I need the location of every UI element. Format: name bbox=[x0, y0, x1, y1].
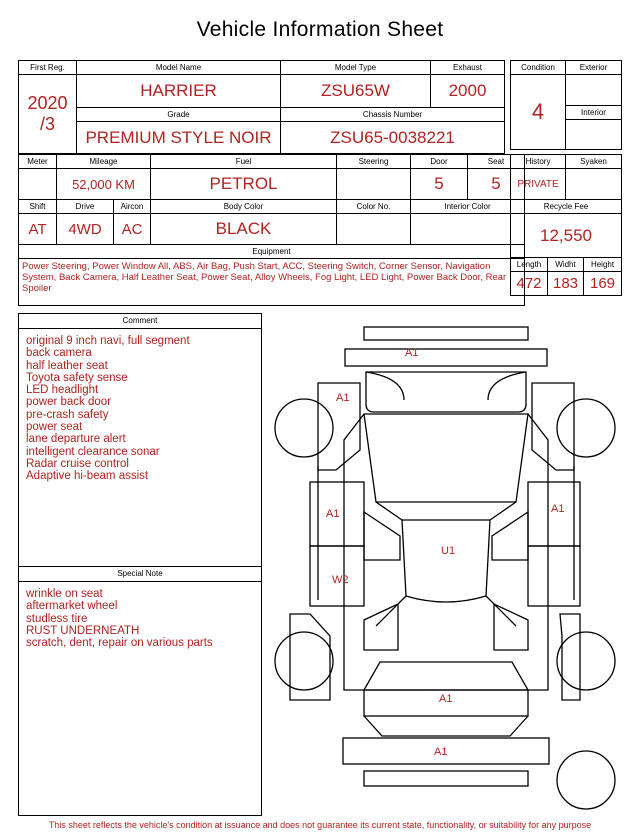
shift: AT bbox=[19, 214, 57, 245]
door-count: 5 bbox=[411, 169, 468, 200]
special-note-list bbox=[19, 582, 261, 649]
syaken-value bbox=[566, 169, 622, 200]
comment-line: original 9 inch navi, full segment bbox=[26, 335, 190, 347]
history-table bbox=[510, 154, 622, 296]
side-window-rear-left bbox=[364, 604, 398, 650]
front-left-wheel bbox=[275, 399, 333, 457]
front-panel bbox=[345, 349, 547, 366]
rear-fender-right bbox=[560, 614, 580, 700]
comment-line: LED headlight bbox=[26, 384, 99, 397]
width-label: Widht bbox=[548, 258, 584, 272]
rear-fender-left bbox=[290, 614, 330, 700]
grade-label: Grade bbox=[77, 107, 281, 122]
comment-line: lane departure alert bbox=[26, 433, 126, 446]
color-no-label: Color No. bbox=[337, 200, 411, 214]
body-color: BLACK bbox=[151, 214, 337, 245]
side-window-front-right bbox=[492, 512, 528, 560]
comment-list bbox=[19, 329, 261, 483]
damage-mark-rear-bumper: A1 bbox=[434, 746, 448, 758]
equipment-list: Power Steering, Power Window All, ABS, Air Bag, Push Start, ACC, Steering Switch, Corner Sensor, Navigation System, Back Camera, Half Leather Seat, Power Seat, Alloy Wheels, Fog Light, LED Light, Power Back Door, Rear Spoiler bbox=[19, 259, 525, 306]
registration-table bbox=[18, 60, 505, 154]
history-value: PRIVATE bbox=[511, 169, 566, 200]
shift-label: Shift bbox=[19, 200, 57, 214]
page-title: Vehicle Information Sheet bbox=[196, 18, 444, 41]
rear-window bbox=[364, 662, 528, 690]
mileage: 52,000 KM bbox=[57, 169, 151, 200]
rear-door-right bbox=[528, 546, 580, 606]
side-window-rear-right bbox=[494, 604, 528, 650]
grade: PREMIUM STYLE NOIR bbox=[77, 122, 281, 154]
condition-grade: 4 bbox=[511, 75, 566, 150]
equipment-label: Equipment bbox=[19, 245, 525, 259]
first-reg-label: First Reg. bbox=[19, 61, 77, 75]
comment-line: Radar cruise control bbox=[26, 457, 129, 470]
hood bbox=[366, 372, 526, 412]
front-bumper bbox=[364, 327, 528, 340]
side-sills bbox=[318, 466, 574, 600]
roof bbox=[402, 520, 490, 602]
comment-line: back camera bbox=[26, 347, 92, 360]
model-name-label: Model Name bbox=[77, 61, 281, 75]
meter-value bbox=[19, 169, 57, 200]
drive: 4WD bbox=[57, 214, 114, 245]
special-note-line: aftermarket wheel bbox=[26, 600, 118, 613]
specs-table bbox=[18, 154, 525, 306]
damage-mark-rear-door-left: W2 bbox=[332, 574, 349, 586]
aircon-label: Aircon bbox=[114, 200, 151, 214]
special-note-line: studless tire bbox=[26, 612, 88, 625]
chassis-label: Chassis Number bbox=[281, 107, 505, 122]
condition-table bbox=[510, 60, 622, 150]
rear-step bbox=[364, 771, 528, 786]
special-note-line: scratch, dent, repair on various parts bbox=[26, 637, 213, 650]
width-value: 183 bbox=[548, 272, 584, 296]
rear-right-wheel bbox=[557, 632, 615, 690]
rear-left-wheel bbox=[275, 632, 333, 690]
steering-label: Steering bbox=[337, 155, 411, 169]
height-label: Height bbox=[584, 258, 622, 272]
interior-color-label: Interior Color bbox=[411, 200, 525, 214]
drive-label: Drive bbox=[57, 200, 114, 214]
special-note-label: Special Note bbox=[19, 567, 261, 582]
rear-panel bbox=[364, 716, 528, 736]
comment-line: half leather seat bbox=[26, 359, 108, 372]
damage-mark-tailgate: A1 bbox=[439, 693, 453, 705]
length-label: Length bbox=[511, 258, 548, 272]
height-value: 169 bbox=[584, 272, 622, 296]
color-no-value bbox=[337, 214, 411, 245]
exhaust: 2000 bbox=[431, 75, 505, 108]
disclaimer-footer: This sheet reflects the vehicle's condition at issuance and does not guarantee its current state, functionality, or suitability for any purpose bbox=[48, 820, 592, 830]
first-reg-month: /3 bbox=[39, 114, 55, 134]
fuel: PETROL bbox=[151, 169, 337, 200]
recycle-fee: 12,550 bbox=[511, 214, 622, 258]
chassis-number: ZSU65-0038221 bbox=[281, 122, 505, 154]
side-window-front-left bbox=[364, 512, 400, 560]
syaken-label: Syaken bbox=[566, 155, 622, 169]
special-note-box bbox=[18, 566, 262, 816]
first-reg-year: 2020 bbox=[27, 93, 68, 113]
door-label: Door bbox=[411, 155, 468, 169]
comment-line: Adaptive hi-beam assist bbox=[26, 470, 149, 483]
comment-line: power seat bbox=[26, 421, 83, 434]
windshield bbox=[364, 414, 528, 502]
spare-wheel bbox=[557, 751, 615, 809]
seat-count: 5 bbox=[468, 169, 525, 200]
first-reg-cell bbox=[19, 75, 77, 154]
interior-color-value bbox=[411, 214, 525, 245]
fuel-label: Fuel bbox=[151, 155, 337, 169]
special-note-line: wrinkle on seat bbox=[26, 588, 103, 600]
recycle-fee-label: Recycle Fee bbox=[511, 200, 622, 214]
steering-value bbox=[337, 169, 411, 200]
history-label: History bbox=[511, 155, 566, 169]
comment-box bbox=[18, 313, 262, 567]
aircon: AC bbox=[114, 214, 151, 245]
comment-line: intelligent clearance sonar bbox=[26, 445, 160, 458]
comment-line: Toyota safety sense bbox=[26, 371, 128, 384]
length-value: 472 bbox=[511, 272, 548, 296]
model-name: HARRIER bbox=[77, 75, 281, 108]
damage-mark-front-fender-left: A1 bbox=[336, 392, 350, 404]
interior-value bbox=[566, 120, 622, 150]
comment-label: Comment bbox=[19, 314, 261, 329]
model-type: ZSU65W bbox=[281, 75, 431, 108]
seat-label: Seat bbox=[468, 155, 525, 169]
headlight-right bbox=[488, 372, 526, 400]
interior-label: Interior bbox=[566, 106, 622, 120]
exhaust-label: Exhaust bbox=[431, 61, 505, 75]
comment-line: power back door bbox=[26, 396, 112, 409]
vehicle-diagram bbox=[268, 318, 626, 818]
model-type-label: Model Type bbox=[281, 61, 431, 75]
damage-mark-front-door-left: A1 bbox=[326, 508, 340, 520]
comment-line: pre-crash safety bbox=[26, 408, 109, 421]
exterior-label: Exterior bbox=[566, 61, 622, 75]
damage-mark-front-door-right: A1 bbox=[551, 503, 565, 515]
damage-mark-roof: U1 bbox=[441, 545, 456, 557]
meter-label: Meter bbox=[19, 155, 57, 169]
condition-label: Condition bbox=[511, 61, 566, 75]
special-note-line: RUST UNDERNEATH bbox=[26, 624, 140, 637]
exterior-value bbox=[566, 75, 622, 106]
damage-mark-front-bumper: A1 bbox=[405, 347, 419, 359]
mileage-label: Mileage bbox=[57, 155, 151, 169]
body-color-label: Body Color bbox=[151, 200, 337, 214]
headlight-left bbox=[366, 372, 404, 400]
front-right-wheel bbox=[557, 399, 615, 457]
